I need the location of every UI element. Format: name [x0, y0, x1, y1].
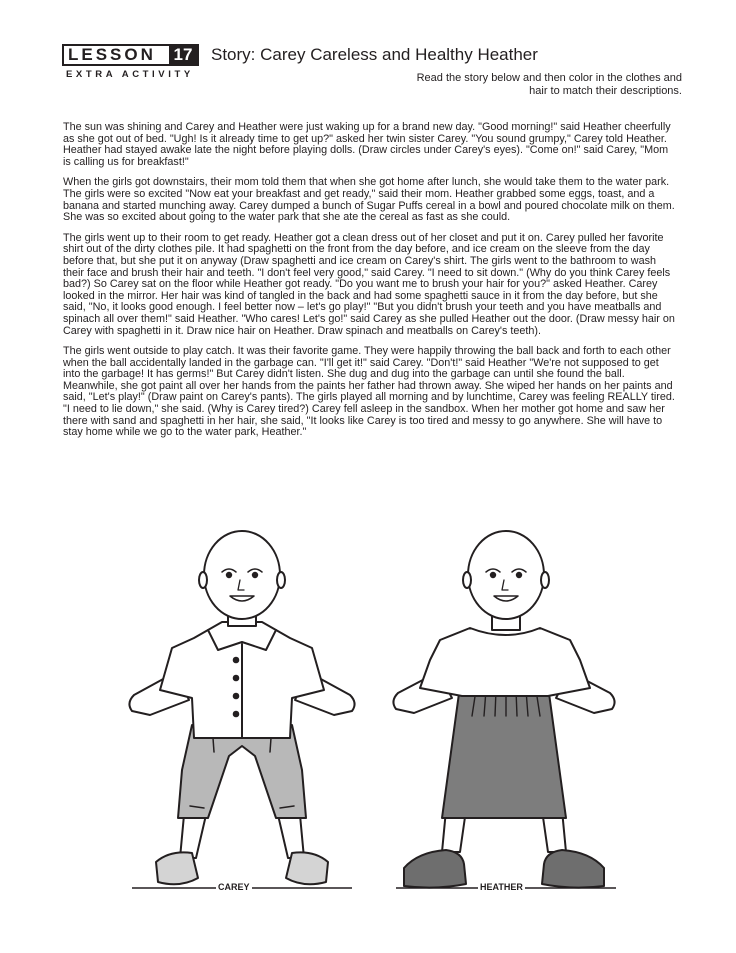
story-paragraph-3: The girls went up to their room to get ready. Heather got a clean dress out of her closet and put it on. Carey pulled her favorite shirt out of the dirty clothes pile. It had spaghetti on the front from the day before, and ice cream on the sleeve from the day before that, but she put it on anyway (Draw spaghetti and ice cream on Carey's shirt. The girls went to the bathroom to wash their face and brush their hair and teeth. "I don't feel very good," said Carey. "I need to sit down." (Why do you think Carey feels bad?) So Carey sat on the floor while Heather got ready. "Do you want me to brush your hair for you?" asked Heather. Carey looked in the mirror. Her hair was kind of tangled in the back and had some spaghetti sauce in it from the day before, but she said, "No, it looks good enough. I feel better now – let's go play!" "But you didn't brush your teeth and you have meatballs and spinach all over them!" said Heather. "Who cares! Let's go!" said Carey as she pulled Heather out the door. (Draw messy hair on Carey with spaghetti in it. Draw nice hair on Heather. Draw spinach and meatballs on Carey's teeth).: [63, 231, 675, 337]
heather-head: [468, 531, 544, 619]
instructions: Read the story below and then color in the clothes and hair to match their descriptions.: [416, 72, 682, 97]
carey-figure: [129, 531, 354, 884]
heather-skirt: [442, 686, 566, 818]
heather-figure: [393, 531, 614, 888]
story-paragraph-1: The sun was shining and Carey and Heather were just waking up for a brand new day. "Good morning!" said Heather cheerfully as she got out of bed. "Ugh! Is it already time to get up?" asked her twin sister Carey. "You sound grumpy," Carey told Heather. Heather had stayed awake late the night before playing dolls. (Draw circles under Carey's eyes). "Come on!" said Carey, "Mom is calling us for breakfast!": [63, 121, 671, 168]
story-paragraph-2: When the girls got downstairs, their mom told them that when she got home after lunch, she would take them to the water park. The girls were so excited "Now eat your breakfast and get ready," said their mom. Heather grabbed some eggs, toast, and a banana and started munching away. Carey dumped a bunch of Sugar Puffs cereal in a bowl and poured chocolate milk on them. She was so excited about going to the water park that she ate the cereal as fast as she could.: [63, 176, 675, 224]
page-title: Story: Carey Careless and Healthy Heather: [211, 45, 538, 64]
story-paragraph-4: The girls went outside to play catch. It was their favorite game. They were happily throwing the ball back and forth to each other when the ball accidentally landed in the garbage can. "I'll get it!" said Carey. "Don't!" said Heather "We're not supposed to get into the garbage! It has germs!" But Carey didn't listen. She dug and dug into the garbage can until she found the ball. Meanwhile, she got paint all over her hands from the paints her father had thrown away. She wiped her hands on her paints and said, "Let's play!" (Draw paint on Carey's pants). The girls played all morning and by lunchtime, Carey was feeling REALLY tired. "I need to lie down," she said. (Why is Carey tired?) Carey fell asleep in the sandbox. When her mother got home and saw her there with sand and spaghetti in her hair, she said, "It looks like Carey is too tired and messy to go anywhere. She will have to stay home while we go to the water park, Heather.": [63, 345, 675, 439]
carey-label: CAREY: [218, 882, 250, 892]
heather-label: HEATHER: [480, 882, 523, 892]
extra-activity-label: EXTRA ACTIVITY: [66, 69, 194, 80]
heather-left-shoe: [404, 850, 466, 888]
heather-top: [420, 628, 590, 696]
carey-left-shoe: [156, 852, 198, 884]
lesson-number: 17: [169, 46, 197, 64]
lesson-word: LESSON: [68, 45, 156, 64]
carey-right-shoe: [286, 852, 328, 884]
heather-right-shoe: [542, 850, 604, 888]
carey-head: [204, 531, 280, 619]
